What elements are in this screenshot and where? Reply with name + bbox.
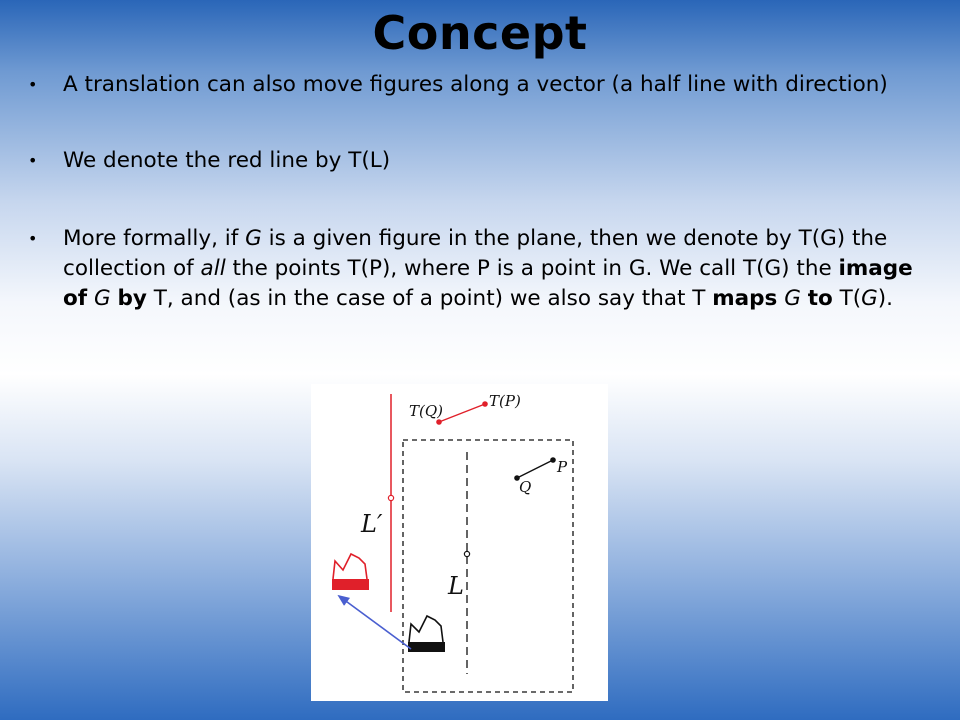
label-l: L [448, 572, 464, 600]
bullet-item-2 [28, 146, 928, 176]
label-p: P [557, 458, 568, 476]
label-l-prime: L′ [361, 510, 383, 538]
figure-g [408, 616, 445, 652]
bullet-text: A translation can also move figures along a vector (a half line with direction) [63, 72, 888, 97]
bullet-dot-icon: • [28, 151, 38, 170]
point-tp [482, 401, 488, 407]
bullet-item-1 [28, 70, 928, 100]
label-q: Q [519, 478, 532, 496]
label-tp: T(P) [489, 392, 521, 410]
translation-diagram [311, 384, 608, 701]
bullet-item-3 [28, 224, 928, 314]
dashed-frame [403, 440, 573, 692]
bullet-dot-icon: • [28, 229, 38, 248]
point-p [550, 457, 556, 463]
bullet-list [28, 70, 928, 314]
segment-tq-tp [439, 404, 485, 422]
translation-figure [311, 384, 608, 701]
bullet-text: We denote the red line by T(L) [63, 148, 391, 173]
translation-vector-arrow [339, 596, 411, 649]
line-tl-point [388, 495, 393, 500]
line-l-point [464, 551, 469, 556]
slide-title: Concept [372, 6, 588, 60]
bullet-dot-icon: • [28, 75, 38, 94]
figure-tg [332, 554, 369, 590]
bullet-text: More formally, if G is a given figure in the plane, then we denote by T(G) the collection of all the points T(P), where P is a point in G. We call T(G) the image of G by T, and (as in the case of a point) we also say that T maps G to T(G). [63, 226, 913, 311]
point-tq [436, 419, 442, 425]
segment-qp [517, 460, 553, 478]
label-tq: T(Q) [409, 402, 444, 420]
